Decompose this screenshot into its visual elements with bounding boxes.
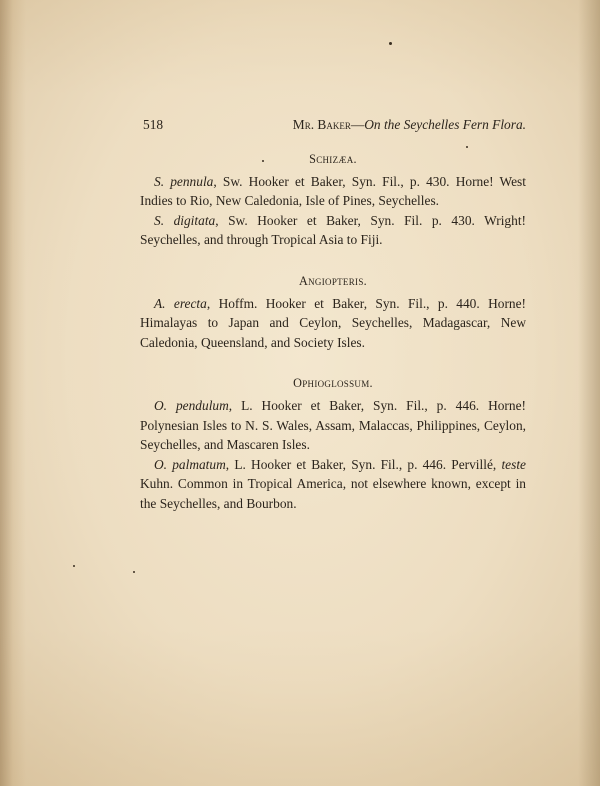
species-description-italic: teste [501,456,526,472]
running-title-separator: — [350,117,365,132]
running-title-text: On the Seychelles Fern Flora. [364,117,526,132]
species-description: , L. Hooker et Baker, Syn. Fil., p. 446. Horne! Polynesian Isles to N. S. Wales, Assam, Malaccas, Philippines, Ceylon, Seychelles, and Mascaren Isles. [140,397,526,453]
species-name: A. erecta [154,295,207,311]
species-name: S. pennula [154,173,214,189]
species-description: , L. Hooker et Baker, Syn. Fil., p. 446. Pervillé, [225,456,497,472]
species-entry [140,455,526,514]
species-name: S. digitata [154,212,216,228]
species-entry [140,172,526,211]
paper-speck [133,571,135,573]
species-entry [140,396,526,455]
species-description: , Sw. Hooker et Baker, Syn. Fil. p. 430. Wright! Seychelles, and through Tropical Asia to Fiji. [140,212,526,248]
section-heading-ophioglossum: Ophioglossum. [293,376,373,391]
species-name: O. pendulum [154,397,229,413]
running-title-author: Mr. Baker [292,117,351,132]
paper-speck [73,565,75,567]
page-edge-shadow-left [0,0,26,786]
species-name: O. palmatum [154,456,226,472]
species-entry [140,211,526,250]
article-body [140,150,526,514]
paper-speck [466,146,468,148]
species-description: , Sw. Hooker et Baker, Syn. Fil., p. 430. Horne! West Indies to Rio, New Caledonia, Isle of Pines, Seychelles. [140,173,526,209]
section-heading-angiopteris: Angiopteris. [299,273,367,288]
species-description: , Hoffm. Hooker et Baker, Syn. Fil., p. 440. Horne! Himalayas to Japan and Ceylon, Seychelles, Madagascar, New Caledonia, Queensland, and Society Isles. [140,295,526,350]
section-heading-schizaea: Schizæa. [309,152,357,166]
species-description-continued: Kuhn. Common in Tropical America, not elsewhere known, except in the Seychelles, and Bourbon. [140,476,526,511]
running-title [293,117,526,133]
page-number: 518 [143,117,164,132]
page-edge-shadow-right [578,0,600,786]
species-entry [140,294,526,353]
paper-speck [389,42,392,45]
